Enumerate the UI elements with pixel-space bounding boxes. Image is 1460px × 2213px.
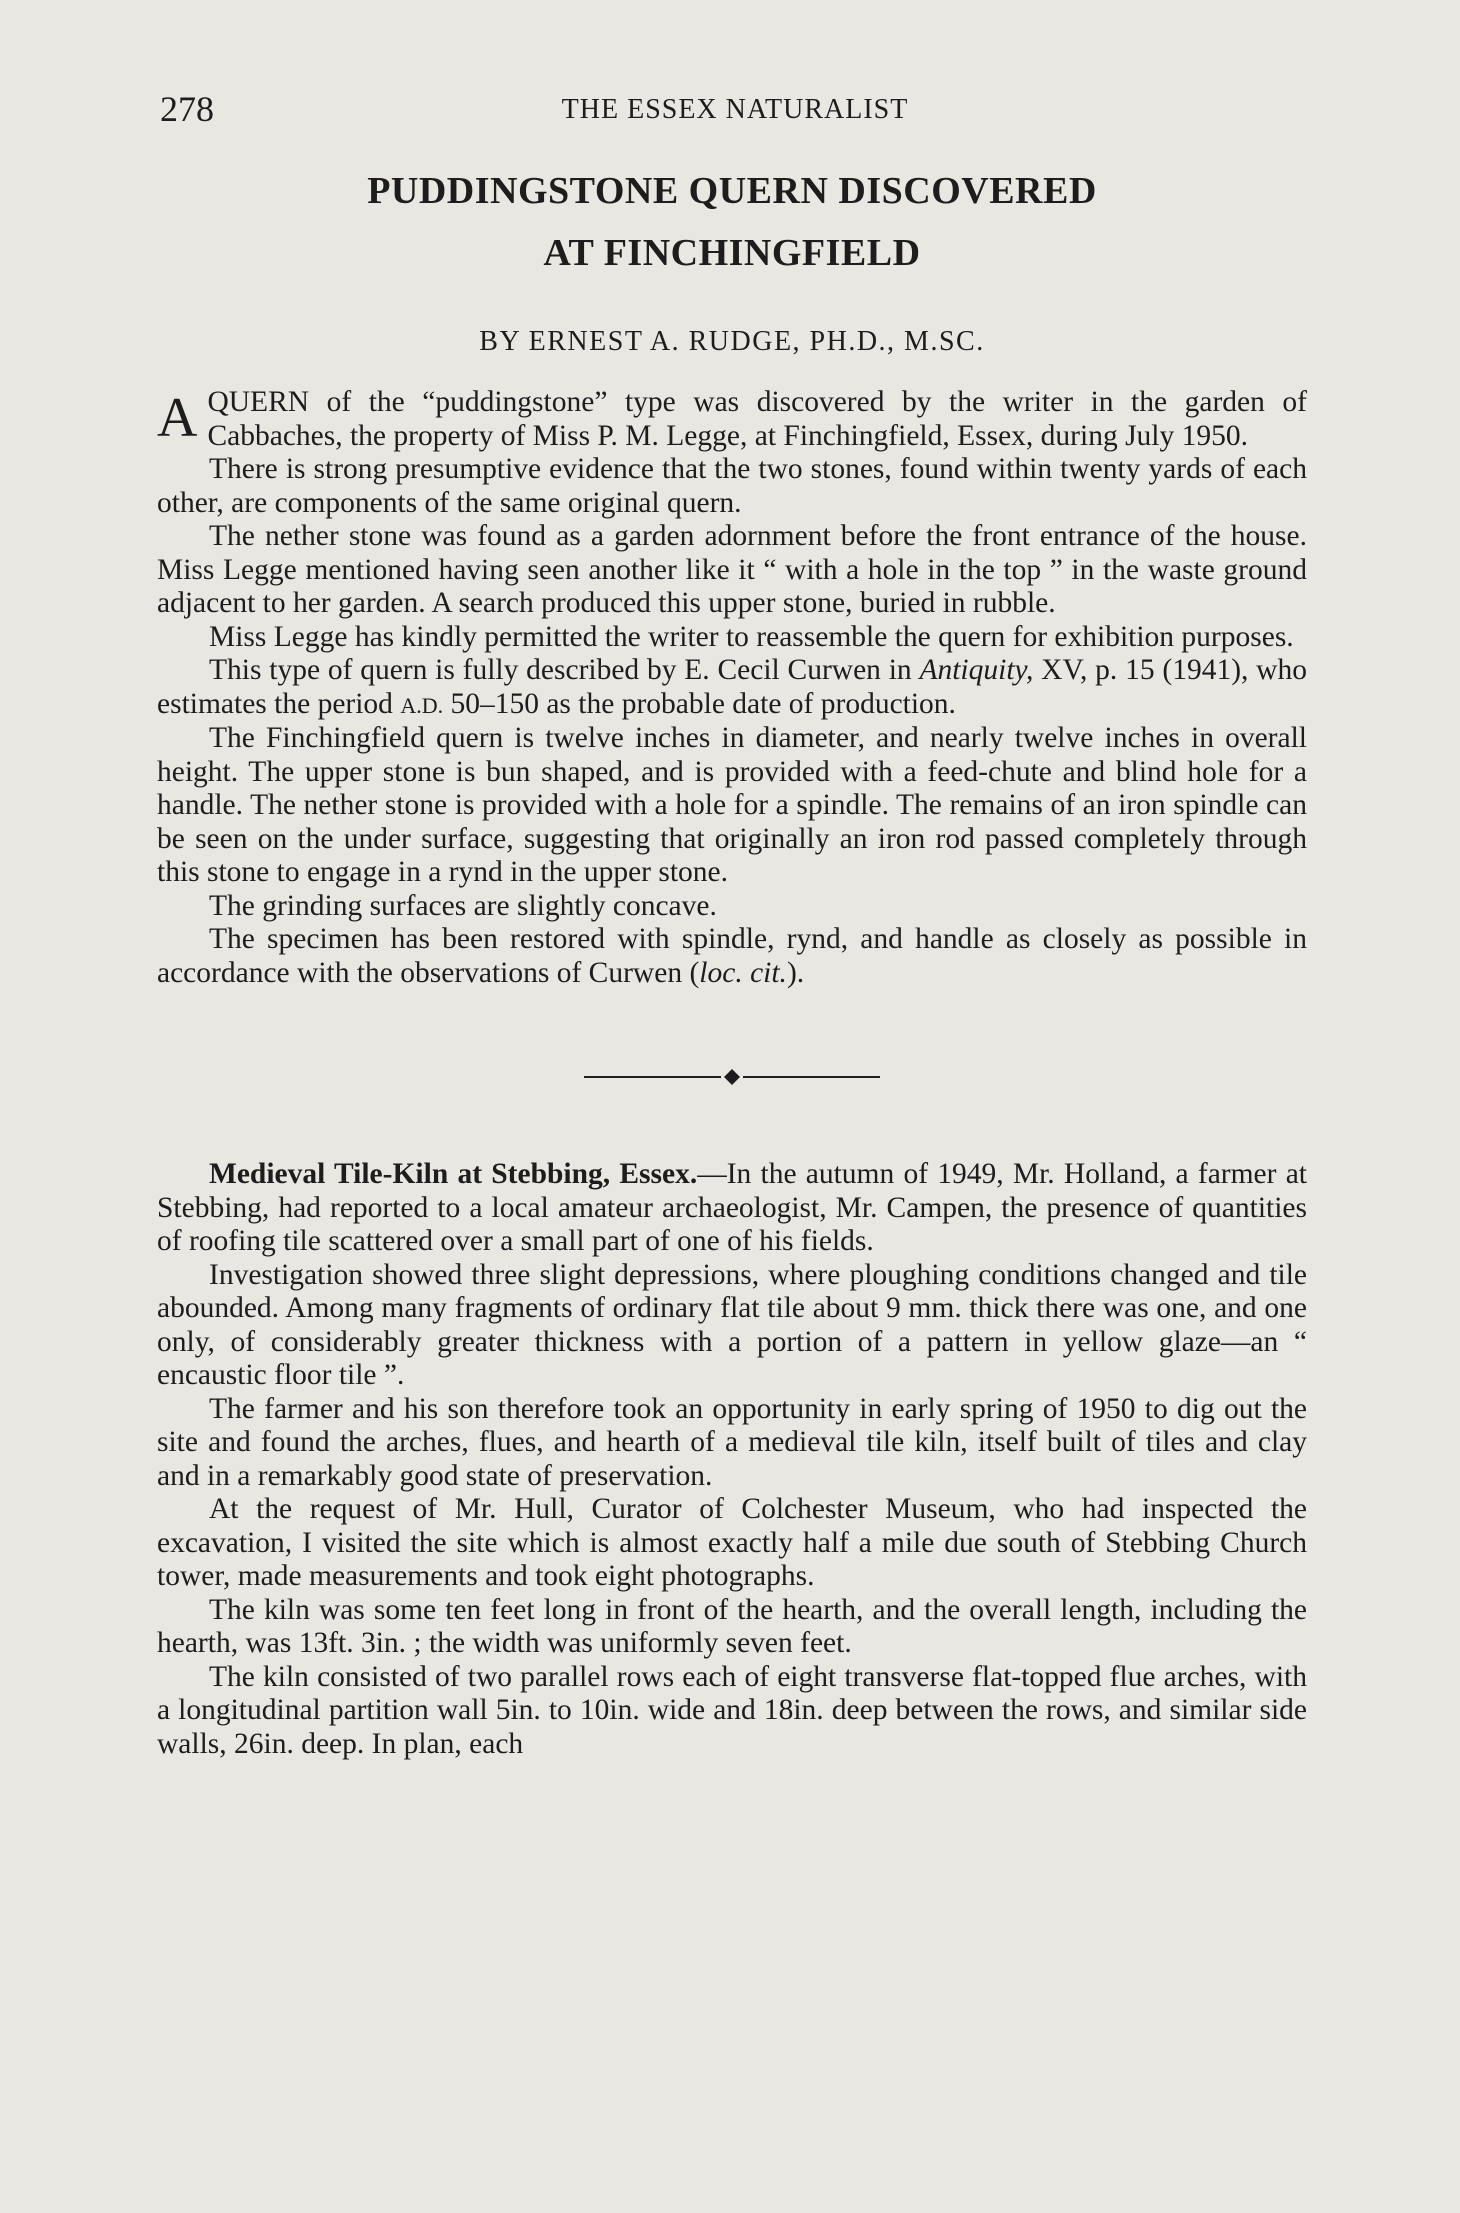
article-paragraph-7: The grinding surfaces are slightly concave. [209,889,717,922]
note-paragraph-1-text: —In the autumn of 1949, Mr. Holland, a farmer at Stebbing, had reported to a local amateur archaeologist, Mr. Campen, the presence of quantities of roofing tile scattered over a small part of one of his fields. [157,1158,1307,1257]
note-paragraph-1 [157,1158,1307,1259]
era-abbreviation: A.D. [400,692,444,718]
drop-cap: A [157,387,198,449]
article-paragraph-4: Miss Legge has kindly permitted the writer to reassemble the quern for exhibition purposes. [209,620,1294,653]
running-head [160,88,1310,136]
journal-citation: Antiquity, [919,654,1034,686]
article-paragraph-3: The nether stone was found as a garden adornment before the front entrance of the house. Miss Legge mentioned having seen another like it “ with a hole in the top ” in the waste ground adjacent to her garden. A search produced this upper stone, buried in rubble. [157,520,1307,619]
article-paragraph-6: The Finchingfield quern is twelve inches in diameter, and nearly twelve inches in overall height. The upper stone is bun shaped, and is provided with a feed-chute and blind hole for a handle. The nether stone is provided with a hole for a spindle. The remains of an iron spindle can be seen on the under surface, suggesting that originally an iron rod passed completely through this stone to engage in a rynd in the upper stone. [157,722,1307,888]
loc-cit: loc. cit. [699,956,787,989]
article-title [157,160,1307,284]
article-body [157,160,1307,1761]
divider-rule-left [584,1076,721,1078]
note-paragraph-4: At the request of Mr. Hull, Curator of Colchester Museum, who had inspected the excavation, I visited the site which is almost exactly half a mile due south of Stebbing Church tower, made measurements and took eight photographs. [157,1493,1307,1592]
divider-rule-right [743,1076,880,1078]
article-paragraph-1-text: QUERN of the “puddingstone” type was discovered by the writer in the garden of Cabbaches, the property of Miss P. M. Legge, at Finchingfield, Essex, during July 1950. [207,386,1307,452]
note-paragraph-6: The kiln consisted of two parallel rows each of eight transverse flat-topped flue arches, with a longitudinal partition wall 5in. to 10in. wide and 18in. deep between the rows, and similar side walls, 26in. deep. In plan, each [157,1660,1307,1760]
article-paragraph-5-c: 50–150 as the probable date of production. [443,687,956,720]
article-title-line-2: AT FINCHINGFIELD [543,232,921,274]
note-paragraph-2: Investigation showed three slight depressions, where ploughing conditions changed and tile abounded. Among many fragments of ordinary flat tile about 9 mm. thick there was one, and one only, of considerably greater thickness with a portion of a pattern in yellow glaze—an “ encaustic floor tile ”. [157,1258,1307,1391]
article-paragraph-1 [157,386,1307,453]
byline: BY ERNEST A. RUDGE, PH.D., M.SC. [479,326,985,357]
article-paragraph-8 [157,923,1307,990]
article-paragraph-2: There is strong presumptive evidence that the two stones, found within twenty yards of each other, are components of the same original quern. [157,453,1307,519]
journal-title: THE ESSEX NATURALIST [561,94,909,125]
article-paragraph-8-a: The specimen has been restored with spindle, rynd, and handle as closely as possible in accordance with the observations of Curwen ( [157,923,1307,989]
note-paragraph-5: The kiln was some ten feet long in front of the hearth, and the overall length, including the hearth, was 13ft. 3in. ; the width was uniformly seven feet. [157,1593,1307,1659]
page-number: 278 [160,89,214,129]
article-title-line-1: PUDDINGSTONE QUERN DISCOVERED [367,170,1097,212]
article-paragraph-5-b: XV, p. 15 (1941), who estimates the period [157,654,1307,720]
note-paragraph-3: The farmer and his son therefore took an opportunity in early spring of 1950 to dig out the site and found the arches, flues, and hearth of a medieval tile kiln, itself built of tiles and clay and in a remarkably good state of preservation. [157,1392,1307,1492]
article-paragraph-8-b: ). [786,956,805,989]
section-divider-ornament [584,1066,880,1088]
diamond-ornament-icon [721,1066,743,1088]
article-paragraph-5-a: This type of quern is fully described by E. Cecil Curwen in [209,654,920,686]
article-paragraph-5 [157,654,1307,722]
note-heading: Medieval Tile-Kiln at Stebbing, Essex. [209,1158,698,1190]
